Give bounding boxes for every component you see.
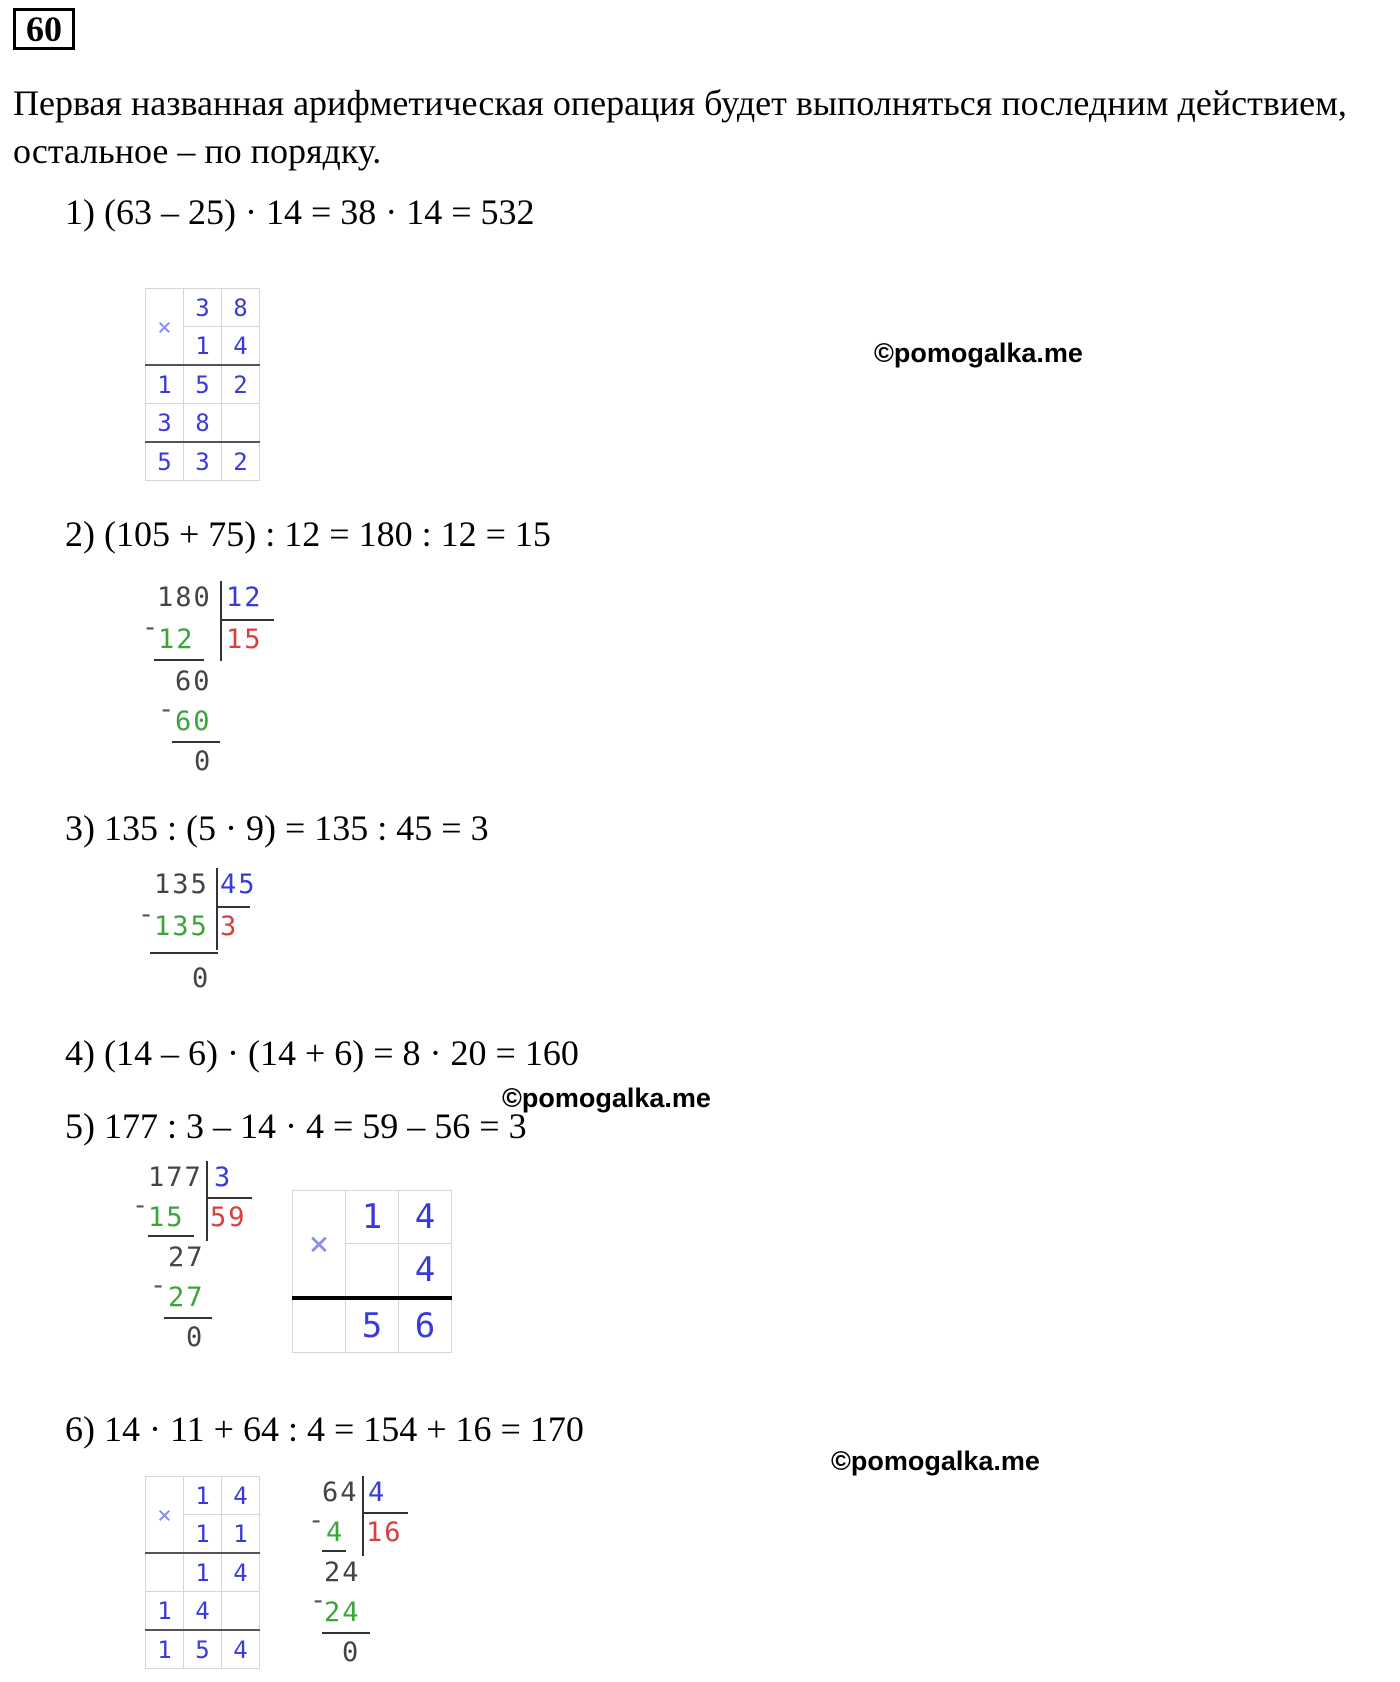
dividend: 64 — [322, 1477, 359, 1508]
minus-sign: - — [142, 612, 161, 643]
intro-text: Первая названная арифметическая операция будет выполняться последним действием, остальное – по порядку. — [13, 83, 1347, 171]
grid-cell: 5 — [184, 1630, 222, 1669]
final-remainder: 0 — [194, 746, 213, 777]
remainder: 24 — [324, 1557, 361, 1588]
grid-cell: 5 — [146, 442, 184, 481]
subtrahend: 27 — [168, 1282, 205, 1313]
multiply-sign: × — [146, 1477, 184, 1554]
grid-cell: 3 — [184, 442, 222, 481]
quotient: 16 — [366, 1517, 403, 1548]
watermark: ©pomogalka.me — [831, 1446, 1040, 1476]
equation-3: 3) 135 : (5 · 9) = 135 : 45 = 3 — [65, 808, 489, 848]
grid-cell: 1 — [184, 327, 222, 366]
equation-1: 1) (63 – 25) · 14 = 38 · 14 = 532 — [65, 192, 535, 232]
dividend: 180 — [157, 582, 212, 613]
minus-sign: - — [150, 1270, 169, 1301]
grid-cell: 4 — [222, 1477, 260, 1515]
grid-cell: 6 — [399, 1298, 452, 1353]
remainder: 60 — [175, 666, 212, 697]
minus-sign: - — [308, 1505, 327, 1536]
grid-cell: 4 — [399, 1191, 452, 1244]
grid-cell: 4 — [222, 327, 260, 366]
final-remainder: 0 — [342, 1637, 361, 1668]
multiplication-grid-6 — [145, 1476, 260, 1669]
grid-cell — [222, 404, 260, 443]
minus-sign: - — [158, 694, 177, 725]
grid-cell: 4 — [184, 1592, 222, 1631]
multiply-sign: × — [146, 289, 184, 366]
watermark: ©pomogalka.me — [874, 338, 1083, 368]
equation-4: 4) (14 – 6) · (14 + 6) = 8 · 20 = 160 — [65, 1033, 579, 1073]
grid-cell: 1 — [346, 1191, 399, 1244]
subtrahend: 24 — [324, 1597, 361, 1628]
grid-cell: 4 — [222, 1553, 260, 1592]
equation-2: 2) (105 + 75) : 12 = 180 : 12 = 15 — [65, 514, 551, 554]
final-remainder: 0 — [192, 963, 211, 994]
grid-cell: 1 — [184, 1553, 222, 1592]
grid-cell: 3 — [184, 289, 222, 327]
minus-sign: - — [138, 899, 157, 930]
divisor: 12 — [226, 582, 263, 613]
subtrahend: 12 — [158, 624, 195, 655]
grid-cell: 4 — [399, 1244, 452, 1299]
grid-cell: 5 — [184, 365, 222, 404]
dividend: 135 — [154, 869, 209, 900]
multiplication-grid-5 — [292, 1190, 452, 1353]
quotient: 59 — [210, 1202, 247, 1233]
grid-cell: 1 — [222, 1515, 260, 1554]
equation-6: 6) 14 · 11 + 64 : 4 = 154 + 16 = 170 — [65, 1409, 584, 1449]
grid-cell: 3 — [146, 404, 184, 443]
subtrahend: 60 — [175, 706, 212, 737]
subtrahend: 135 — [154, 911, 209, 942]
minus-sign: - — [310, 1585, 329, 1616]
grid-cell — [293, 1298, 346, 1353]
divisor: 3 — [214, 1162, 233, 1193]
grid-cell: 1 — [184, 1477, 222, 1515]
grid-cell: 5 — [346, 1298, 399, 1353]
grid-cell: 4 — [222, 1630, 260, 1669]
minus-sign: - — [132, 1190, 151, 1221]
grid-cell — [222, 1592, 260, 1631]
grid-cell: 8 — [222, 289, 260, 327]
quotient: 15 — [226, 624, 263, 655]
grid-cell: 1 — [146, 365, 184, 404]
equation-5: 5) 177 : 3 – 14 · 4 = 59 – 56 = 3 — [65, 1106, 527, 1146]
grid-cell: 1 — [146, 1630, 184, 1669]
watermark: ©pomogalka.me — [502, 1083, 711, 1113]
divisor: 45 — [220, 869, 257, 900]
grid-cell — [346, 1244, 399, 1299]
grid-cell — [146, 1553, 184, 1592]
subtrahend: 4 — [326, 1517, 345, 1548]
grid-cell: 2 — [222, 365, 260, 404]
divisor: 4 — [368, 1477, 387, 1508]
grid-cell: 8 — [184, 404, 222, 443]
multiply-sign: × — [293, 1191, 346, 1299]
remainder: 27 — [168, 1242, 205, 1273]
final-remainder: 0 — [186, 1322, 205, 1353]
quotient: 3 — [220, 911, 239, 942]
subtrahend: 15 — [148, 1202, 185, 1233]
task-number: 60 — [13, 8, 75, 50]
grid-cell: 1 — [184, 1515, 222, 1554]
grid-cell: 2 — [222, 442, 260, 481]
multiplication-grid-1 — [145, 288, 260, 481]
dividend: 177 — [148, 1162, 203, 1193]
grid-cell: 1 — [146, 1592, 184, 1631]
